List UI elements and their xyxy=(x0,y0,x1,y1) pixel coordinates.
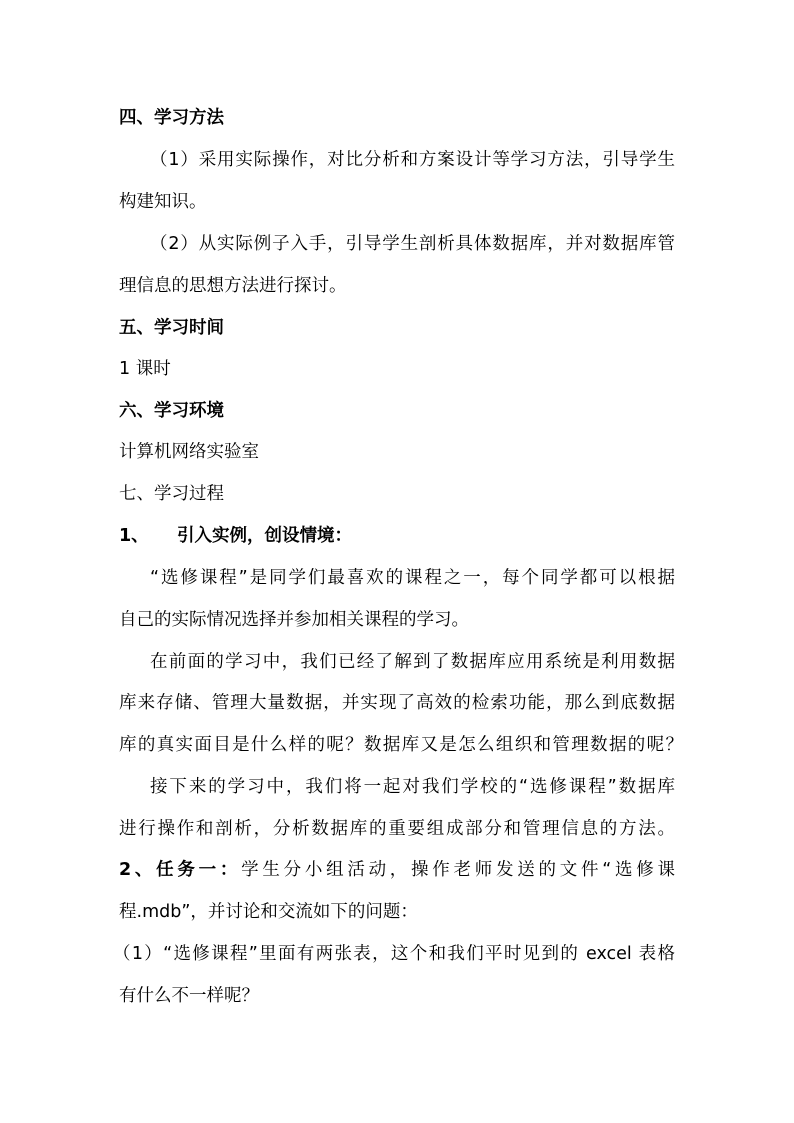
question-1-line-1: （1）“选修课程”里面有两张表，这个和我们平时见到的 excel 表格 xyxy=(113,944,675,964)
heading-learning-methods: 四、学习方法 xyxy=(119,108,224,128)
method-1-line-2: 构建知识。 xyxy=(119,192,207,212)
paragraph-2-line-1: 在前面的学习中，我们已经了解到了数据库应用系统是利用数据 xyxy=(150,652,675,672)
paragraph-3-line-1: 接下来的学习中，我们将一起对我们学校的“选修课程”数据库 xyxy=(150,777,675,797)
method-2-line-2: 理信息的思想方法进行探讨。 xyxy=(119,276,347,296)
paragraph-3-line-2: 进行操作和剖析，分析数据库的重要组成部分和管理信息的方法。 xyxy=(119,819,675,839)
learning-environment-value: 计算机网络实验室 xyxy=(119,442,259,462)
task-1-text: 学生分小组活动，操作老师发送的文件“选修课 xyxy=(241,860,675,880)
task-1-line-2: 程.mdb”，并讨论和交流如下的问题： xyxy=(119,902,418,922)
paragraph-2-line-3: 库的真实面目是什么样的呢？数据库又是怎么组织和管理数据的呢？ xyxy=(119,735,683,755)
method-1-line-1: （1）采用实际操作，对比分析和方案设计等学习方法，引导学生 xyxy=(150,150,675,170)
method-2-line-1: （2）从实际例子入手，引导学生剖析具体数据库，并对数据库管 xyxy=(150,234,675,254)
heading-learning-environment: 六、学习环境 xyxy=(119,401,224,421)
question-1-line-2: 有什么不一样呢？ xyxy=(119,986,259,1006)
heading-learning-time: 五、学习时间 xyxy=(119,318,224,338)
section-1-title: 引入实例，创设情境： xyxy=(177,526,352,546)
task-1-line-1 xyxy=(119,858,675,882)
task-1-label: 2、任务一： xyxy=(119,860,242,880)
paragraph-2-line-2: 库来存储、管理大量数据，并实现了高效的检索功能，那么到底数据 xyxy=(119,693,675,713)
paragraph-1-line-1: “选修课程”是同学们最喜欢的课程之一，每个同学都可以根据 xyxy=(150,568,675,588)
learning-time-value: 1 课时 xyxy=(119,359,171,379)
section-1-heading xyxy=(119,524,352,548)
heading-learning-process: 七、学习过程 xyxy=(119,484,224,504)
section-1-number: 1、 xyxy=(119,526,149,546)
paragraph-1-line-2: 自己的实际情况选择并参加相关课程的学习。 xyxy=(119,610,469,630)
